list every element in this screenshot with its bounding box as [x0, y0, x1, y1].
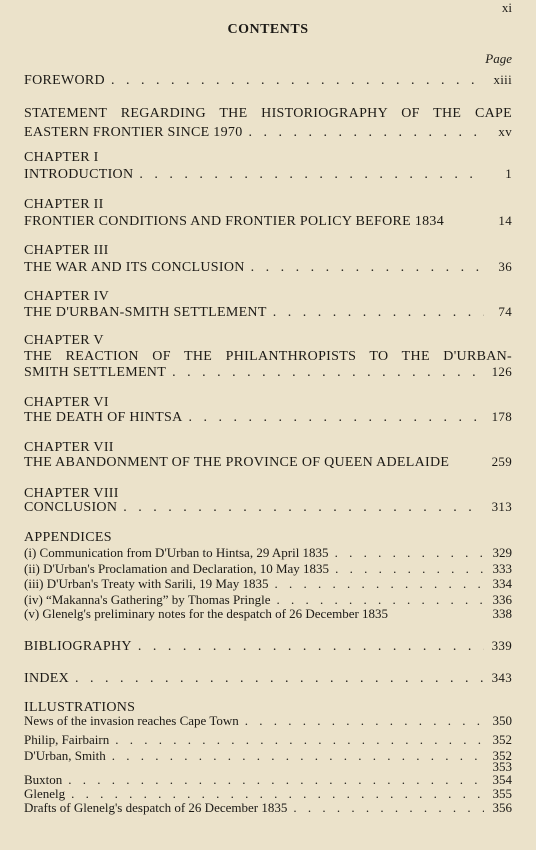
illustration-item: 353: [492, 759, 512, 774]
appendix-item: (iv) “Makanna's Gathering” by Thomas Pringle . . . 336: [24, 592, 512, 612]
toc-entry-chapter-1: INTRODUCTION . . . 1: [24, 166, 512, 186]
toc-entry-bibliography: BIBLIOGRAPHY . . . 339: [24, 638, 512, 658]
chapter-heading: CHAPTER VII: [24, 440, 114, 455]
page-title: CONTENTS: [227, 22, 309, 37]
chapter-heading: CHAPTER VI: [24, 395, 109, 410]
toc-entry-statement: EASTERN FRONTIER SINCE 1970 . . . xv: [24, 124, 512, 144]
page-number: xi: [501, 0, 512, 15]
toc-entry-chapter-3: THE WAR AND ITS CONCLUSION . . . 36: [24, 259, 512, 279]
toc-entry-chapter-5-line1: THE REACTION OF THE PHILANTHROPISTS TO THE D'URBAN-: [24, 349, 512, 364]
illustration-item: News of the invasion reaches Cape Town . . . 350: [24, 713, 512, 733]
page-column-header: Page: [485, 51, 512, 66]
illustration-item: D'Urban, Smith . . . 352: [24, 748, 512, 768]
illustration-item: Drafts of Glenelg's despatch of 26 December 1835 . . . 356: [24, 800, 512, 820]
illustration-item: Glenelg . . . 355: [24, 786, 512, 806]
appendix-item: (iii) D'Urban's Treaty with Sarili, 19 May 1835 . . . 334: [24, 576, 512, 596]
appendix-item: (ii) D'Urban's Proclamation and Declaration, 10 May 1835 . . . 333: [24, 561, 512, 581]
illustration-item: Philip, Fairbairn . . . 352: [24, 732, 512, 752]
appendix-item: (v) Glenelg's preliminary notes for the despatch of 26 December 1835 338: [24, 606, 512, 621]
toc-entry-chapter-5: SMITH SETTLEMENT . . . 126: [24, 364, 512, 384]
chapter-heading: CHAPTER I: [24, 150, 99, 165]
chapter-heading: CHAPTER VIII: [24, 486, 119, 501]
chapter-heading: CHAPTER III: [24, 243, 109, 258]
appendix-item: (i) Communication from D'Urban to Hintsa, 29 April 1835 . . . 329: [24, 545, 512, 565]
toc-entry-chapter-8: CONCLUSION . . . 313: [24, 499, 512, 519]
toc-entry-chapter-7: THE ABANDONMENT OF THE PROVINCE OF QUEEN ADELAIDE 259: [24, 454, 512, 470]
toc-entry-index: INDEX . . . 343: [24, 670, 512, 690]
toc-entry-chapter-4: THE D'URBAN-SMITH SETTLEMENT . . . 74: [24, 304, 512, 324]
toc-entry-chapter-6: THE DEATH OF HINTSA . . . 178: [24, 409, 512, 429]
chapter-heading: CHAPTER II: [24, 197, 104, 212]
toc-entry-statement-line1: STATEMENT REGARDING THE HISTORIOGRAPHY OF THE CAPE: [24, 106, 512, 121]
illustrations-heading: ILLUSTRATIONS: [24, 700, 136, 715]
chapter-heading: CHAPTER V: [24, 333, 104, 348]
chapter-heading: CHAPTER IV: [24, 289, 110, 304]
toc-entry-foreword: FOREWORD . . . xiii: [24, 72, 512, 92]
illustration-item: Buxton . . . 354: [24, 772, 512, 792]
appendices-heading: APPENDICES: [24, 530, 112, 545]
toc-entry-chapter-2: FRONTIER CONDITIONS AND FRONTIER POLICY BEFORE 1834 14: [24, 213, 512, 229]
